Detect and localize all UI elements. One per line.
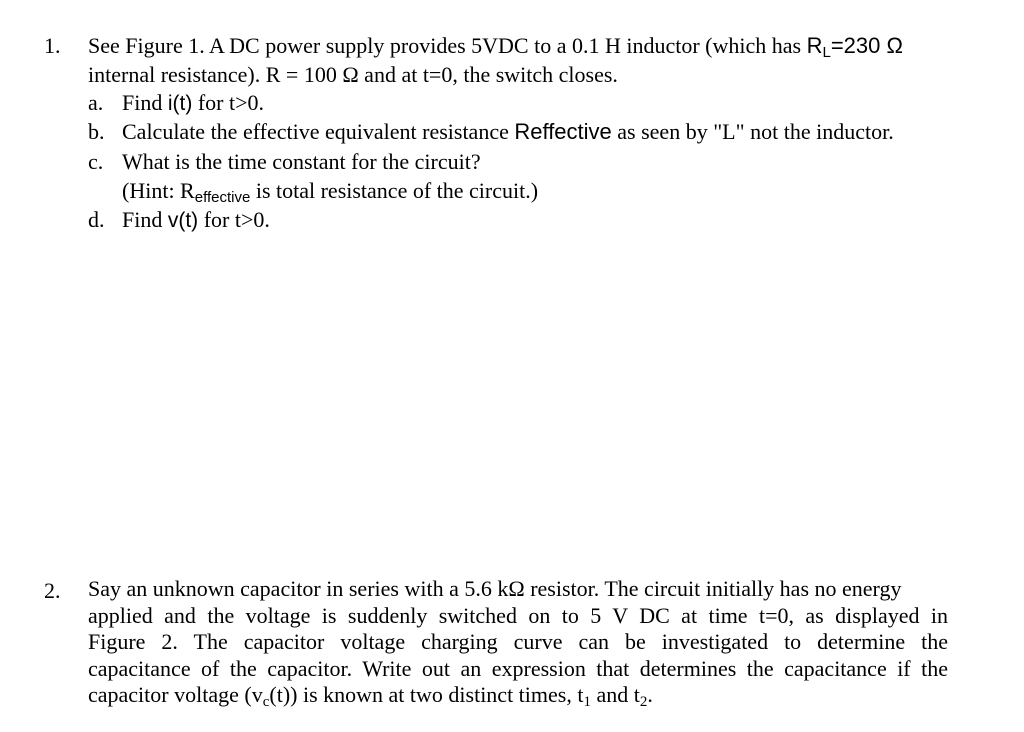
subitem-a	[0, 88, 1024, 117]
problem-2-line-2: applied and the voltage is suddenly switched on to 5 V DC at time t=0, as displayed in	[88, 602, 948, 628]
problem-1-number: 1.	[44, 33, 61, 58]
problem-2-statement	[88, 576, 948, 709]
subitem-d	[0, 205, 1024, 234]
subitem-letter: c.	[88, 149, 104, 174]
problem-2-line-4: capacitance of the capacitor. Write out an expression that determines the capacitance if the	[88, 655, 948, 681]
rl-symbol: $R_L=230$ Ω	[806, 33, 903, 61]
problem-1-statement	[88, 31, 948, 89]
problem-2-line-3: Figure 2. The capacitor voltage charging curve can be investigated to determine the	[88, 629, 948, 654]
subitem-letter: d.	[88, 207, 105, 232]
problem-2-number: 2.	[44, 578, 61, 603]
problem-2-line-1: Say an unknown capacitor in series with a 5.6 kΩ resistor. The circuit initially has no energy	[88, 576, 902, 601]
subitem-letter: b.	[88, 119, 105, 144]
subitem-text: What is the time constant for the circuit?	[122, 149, 481, 174]
subitem-c	[0, 147, 1024, 176]
subitem-letter: a.	[88, 90, 104, 115]
hint	[0, 176, 1024, 205]
reffective-symbol: Reffective	[514, 119, 612, 144]
problem-1-line-2: internal resistance). R = 100 Ω and at t=0, the switch closes.	[88, 62, 618, 87]
hint-text: (Hint: $R_{effective}$ is total resistance of the circuit.)	[122, 178, 539, 206]
problem-1-subitems	[0, 88, 1024, 234]
problem-1-line-1: See Figure 1. A DC power supply provides 5VDC to a 0.1 H inductor (which has $R_L=230$ Ω	[88, 33, 903, 61]
subitem-text: Calculate the effective equivalent resistance Reffective as seen by "L" not the inductor.	[122, 119, 894, 144]
problem-2-line-5: capacitor voltage $(v_c(t))$ is known at two distinct times, $t_1$ and $t_2$.	[88, 682, 653, 710]
subitem-text: Find v(t) for t>0.	[122, 207, 270, 232]
subitem-b	[0, 117, 1024, 146]
subitem-text: Find i(t) for t>0.	[122, 90, 265, 115]
